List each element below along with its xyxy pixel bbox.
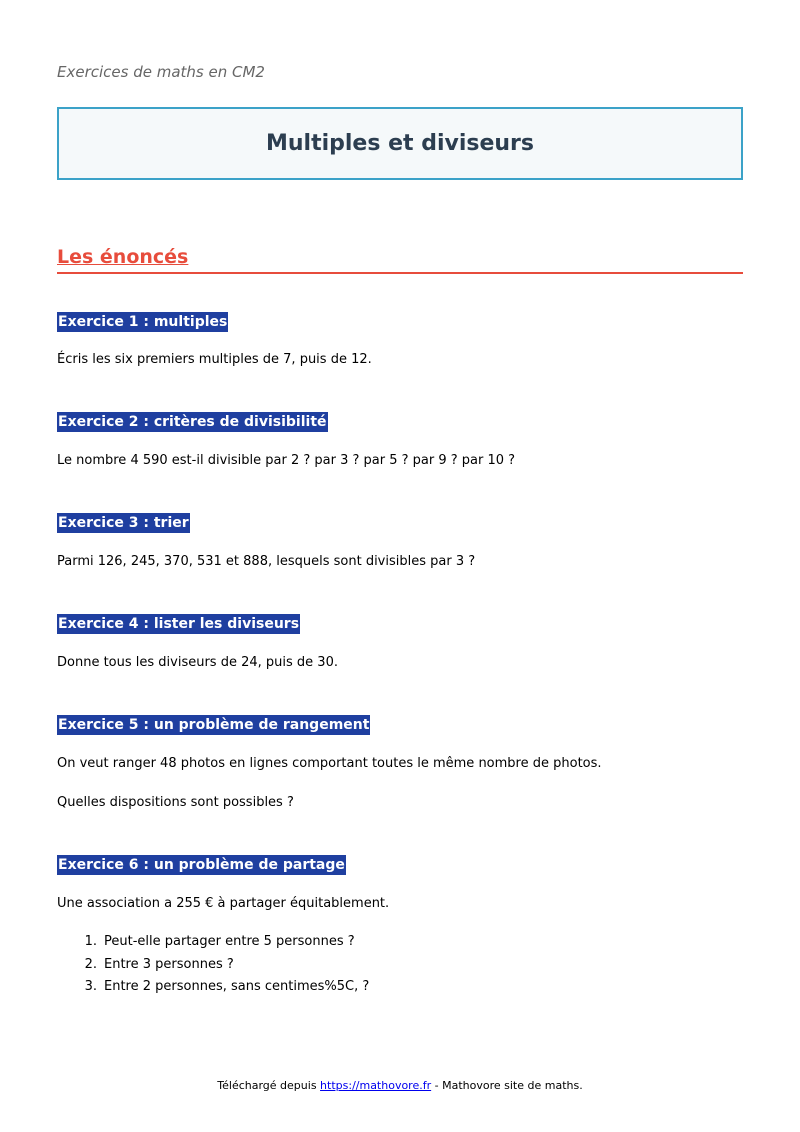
list-item-text: Entre 2 personnes, sans centimes%5C, ?	[104, 979, 370, 994]
document-title: Multiples et diviseurs	[265, 131, 534, 156]
list-item-text: Entre 3 personnes ?	[104, 956, 234, 972]
list-item	[57, 954, 369, 977]
exercise-6-question-list	[57, 931, 369, 999]
exercise-1-title: Exercice 1 : multiples	[58, 314, 228, 330]
list-item	[57, 931, 369, 954]
exercise-4-text: Donne tous les diviseurs de 24, puis de 30.	[57, 655, 338, 670]
exercise-3-title: Exercice 3 : trier	[58, 515, 189, 531]
page-footer	[0, 1079, 800, 1092]
exercise-1-text: Écris les six premiers multiples de 7, puis de 12.	[57, 352, 372, 367]
exercise-4-title: Exercice 4 : lister les diviseurs	[58, 616, 300, 632]
list-item-number: 1.	[84, 934, 97, 949]
exercise-3-text: Parmi 126, 245, 370, 531 et 888, lesquels sont divisibles par 3 ?	[57, 554, 476, 569]
section-heading	[57, 246, 743, 274]
footer-link[interactable]: https://mathovore.fr	[320, 1079, 432, 1092]
exercise-5-text-line-1: On veut ranger 48 photos en lignes comportant toutes le même nombre de photos.	[57, 756, 602, 771]
list-item-text: Peut-elle partager entre 5 personnes ?	[104, 934, 355, 949]
list-item	[57, 976, 369, 999]
section-heading-text: Les énoncés	[57, 246, 189, 268]
footer-prefix: Téléchargé depuis	[217, 1079, 321, 1092]
exercise-5-text-line-2: Quelles dispositions sont possibles ?	[57, 795, 294, 810]
footer-suffix: - Mathovore site de maths.	[431, 1079, 583, 1092]
exercise-2-text: Le nombre 4 590 est-il divisible par 2 ? par 3 ? par 5 ? par 9 ? par 10 ?	[57, 453, 516, 468]
exercise-2-title: Exercice 2 : critères de divisibilité	[58, 414, 327, 430]
exercise-6-title: Exercice 6 : un problème de partage	[58, 857, 345, 873]
exercise-6-text: Une association a 255 € à partager équitablement.	[57, 896, 390, 911]
document-subtitle: Exercices de maths en CM2	[57, 63, 265, 81]
list-item-number: 2.	[84, 956, 97, 972]
exercise-5-title: Exercice 5 : un problème de rangement	[58, 717, 370, 733]
list-item-number: 3.	[84, 979, 97, 994]
title-box	[57, 107, 743, 180]
